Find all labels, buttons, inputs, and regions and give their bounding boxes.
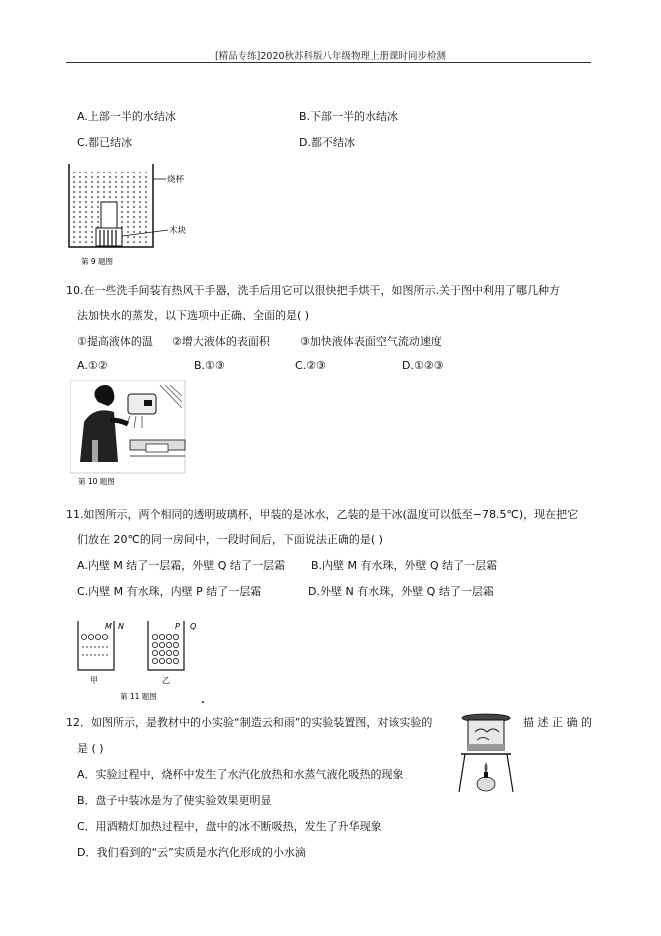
q9-option-d[interactable]: D.都不结冰	[299, 136, 355, 149]
q10-figure	[70, 380, 190, 488]
q10-option-c[interactable]: C.②③	[295, 359, 326, 372]
q9-option-a[interactable]: A.上部一半的水结冰	[77, 110, 176, 123]
label-M: M	[105, 622, 112, 631]
q12-figure	[455, 710, 517, 800]
q11-option-b[interactable]: B.内壁 M 有水珠，外壁 Q 结了一层霜	[311, 559, 498, 572]
q11-stem-line1: 11.如图所示，两个相同的透明玻璃杯，甲装的是冰水，乙装的是干冰(温度可以低至−78.5℃)，现在把它	[66, 508, 579, 521]
q12-stem-line1: 12．如图所示，是教材中的小实验“制造云和雨”的实验装置图，对该实验的	[66, 716, 433, 729]
q11-stem-line2: 们放在 20℃的同一房间中，一段时间后，下面说法正确的是( )	[77, 533, 383, 546]
q9-figure	[66, 160, 206, 272]
q10-statement-3: ③加快液体表面空气流动速度	[300, 335, 442, 348]
q9-option-c[interactable]: C.都已结冰	[77, 136, 133, 149]
q9-caption: 第 9 题图	[81, 257, 114, 266]
q12-option-a[interactable]: A．实验过程中，烧杯中发生了水汽化放热和水蒸气液化吸热的现象	[77, 768, 404, 781]
label-block: 木块	[169, 226, 187, 236]
q10-option-b[interactable]: B.①③	[194, 359, 225, 372]
q12-option-c[interactable]: C．用酒精灯加热过程中，盘中的冰不断吸热，发生了升华现象	[77, 820, 382, 833]
q10-statement-2: ②增大液体的表面积	[172, 335, 270, 348]
q11-option-a[interactable]: A.内壁 M 结了一层霜，外壁 Q 结了一层霜	[77, 559, 285, 572]
label-yi: 乙	[162, 676, 170, 685]
label-beaker: 烧杯	[167, 175, 185, 185]
q11-figure	[72, 615, 222, 705]
q11-caption: 第 11 题图	[120, 692, 157, 701]
alcohol-lamp	[477, 777, 495, 791]
label-jia: 甲	[90, 676, 98, 685]
q10-option-a[interactable]: A.①②	[77, 359, 108, 372]
q10-statement-1: ①提高液体的温	[77, 335, 153, 348]
q10-stem-line1: 10.在一些洗手间装有热风干手器，洗手后用它可以很快把手烘干，如图所示.关于图中利用了哪几种方	[66, 284, 560, 297]
stray-mark	[202, 701, 204, 703]
q12-stem-line2: 是 ( )	[77, 742, 104, 755]
q10-option-d[interactable]: D.①②③	[402, 359, 444, 372]
q10-stem-line2: 法加快水的蒸发，以下选项中正确、全面的是( )	[77, 309, 310, 322]
q11-option-d[interactable]: D.外壁 N 有水珠，外壁 Q 结了一层霜	[308, 585, 494, 598]
label-Q: Q	[190, 622, 197, 631]
header-rule	[66, 62, 591, 63]
q9-option-b[interactable]: B.下部一半的水结冰	[299, 110, 399, 123]
page-header: [精品专练]2020秋苏科版八年级物理上册课时同步检测	[214, 51, 447, 62]
q12-option-b[interactable]: B．盘子中装冰是为了使实验效果更明显	[77, 794, 272, 807]
q12-stem-line1-cont: 描 述 正 确 的	[523, 716, 592, 729]
q10-caption: 第 10 题图	[78, 477, 115, 486]
label-P: P	[175, 622, 180, 631]
q12-option-d[interactable]: D．我们看到的“云”实质是水汽化形成的小水滴	[77, 846, 306, 859]
label-N: N	[118, 622, 124, 631]
q11-option-c[interactable]: C.内壁 M 有水珠，内壁 P 结了一层霜	[77, 585, 262, 598]
